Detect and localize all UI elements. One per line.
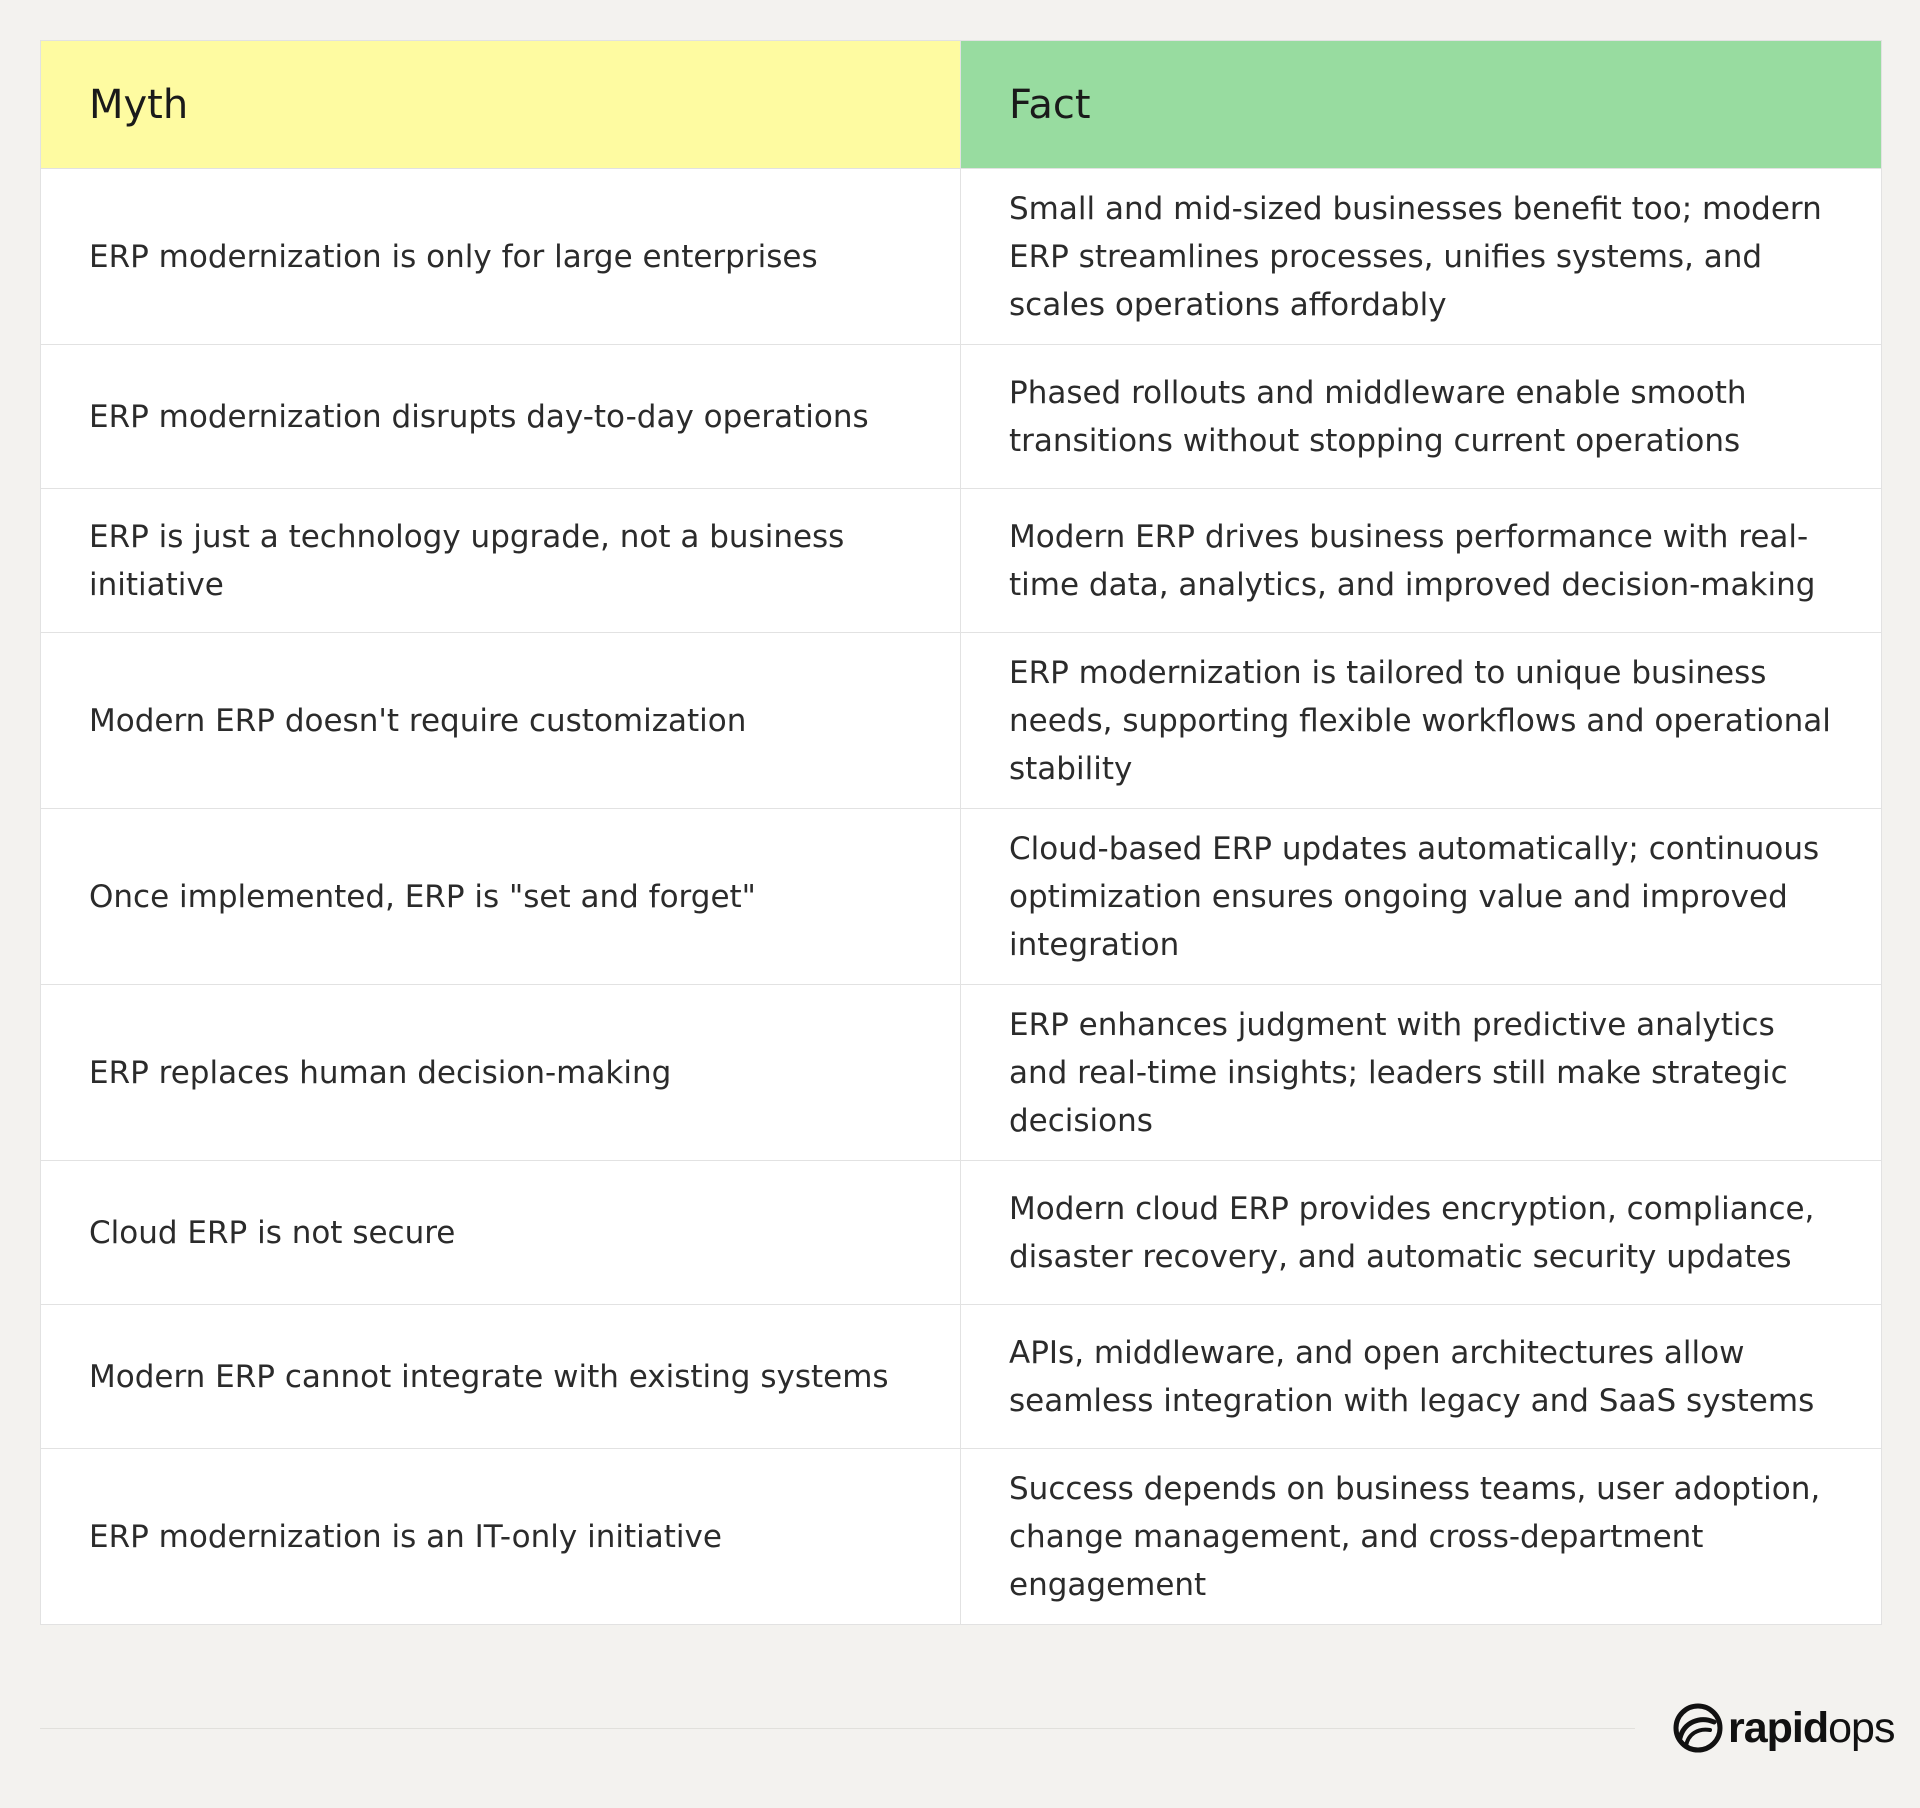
fact-cell: Modern cloud ERP provides encryption, compliance, disaster recovery, and automatic security updates — [1009, 1190, 1815, 1275]
table-header-row — [41, 41, 1881, 168]
table-row — [41, 168, 1881, 344]
logo-wordmark: rapidops — [1728, 1703, 1895, 1752]
myth-cell: ERP modernization is an IT-only initiative — [41, 1449, 961, 1624]
myth-cell: ERP is just a technology upgrade, not a business initiative — [41, 489, 961, 632]
footer-divider — [40, 1728, 1635, 1729]
table-row — [41, 808, 1881, 984]
fact-cell: Success depends on business teams, user adoption, change management, and cross-department engagement — [1009, 1470, 1821, 1603]
fact-cell: Modern ERP drives business performance with real-time data, analytics, and improved decision-making — [1009, 518, 1816, 603]
myth-cell: ERP modernization is only for large enterprises — [41, 169, 961, 344]
table-row — [41, 1448, 1881, 1624]
rapidops-logo — [1672, 1700, 1894, 1756]
myth-cell: Cloud ERP is not secure — [41, 1161, 961, 1304]
table-row — [41, 1304, 1881, 1448]
fact-cell: ERP enhances judgment with predictive analytics and real-time insights; leaders still make strategic decisions — [1009, 1006, 1788, 1139]
rapidops-swirl-icon — [1672, 1702, 1724, 1754]
table-row — [41, 632, 1881, 808]
myth-cell: Modern ERP cannot integrate with existing systems — [41, 1305, 961, 1448]
fact-cell: APIs, middleware, and open architectures allow seamless integration with legacy and SaaS systems — [1009, 1334, 1815, 1419]
myth-fact-table — [40, 40, 1882, 1625]
myth-cell: Once implemented, ERP is "set and forget" — [41, 809, 961, 984]
myth-cell: Modern ERP doesn't require customization — [41, 633, 961, 808]
myth-header: Myth — [41, 41, 961, 168]
fact-cell: Cloud-based ERP updates automatically; continuous optimization ensures ongoing value and improved integration — [1009, 830, 1820, 963]
fact-cell: Phased rollouts and middleware enable smooth transitions without stopping current operations — [1009, 374, 1747, 459]
myth-cell: ERP replaces human decision-making — [41, 985, 961, 1160]
fact-header: Fact — [961, 41, 1881, 168]
myth-cell: ERP modernization disrupts day-to-day operations — [41, 345, 961, 488]
table-row — [41, 984, 1881, 1160]
table-row — [41, 1160, 1881, 1304]
fact-cell: Small and mid-sized businesses benefit too; modern ERP streamlines processes, unifies systems, and scales operations affordably — [1009, 190, 1822, 323]
fact-cell: ERP modernization is tailored to unique business needs, supporting flexible workflows and operational stability — [1009, 654, 1831, 787]
table-row — [41, 344, 1881, 488]
table-row — [41, 488, 1881, 632]
